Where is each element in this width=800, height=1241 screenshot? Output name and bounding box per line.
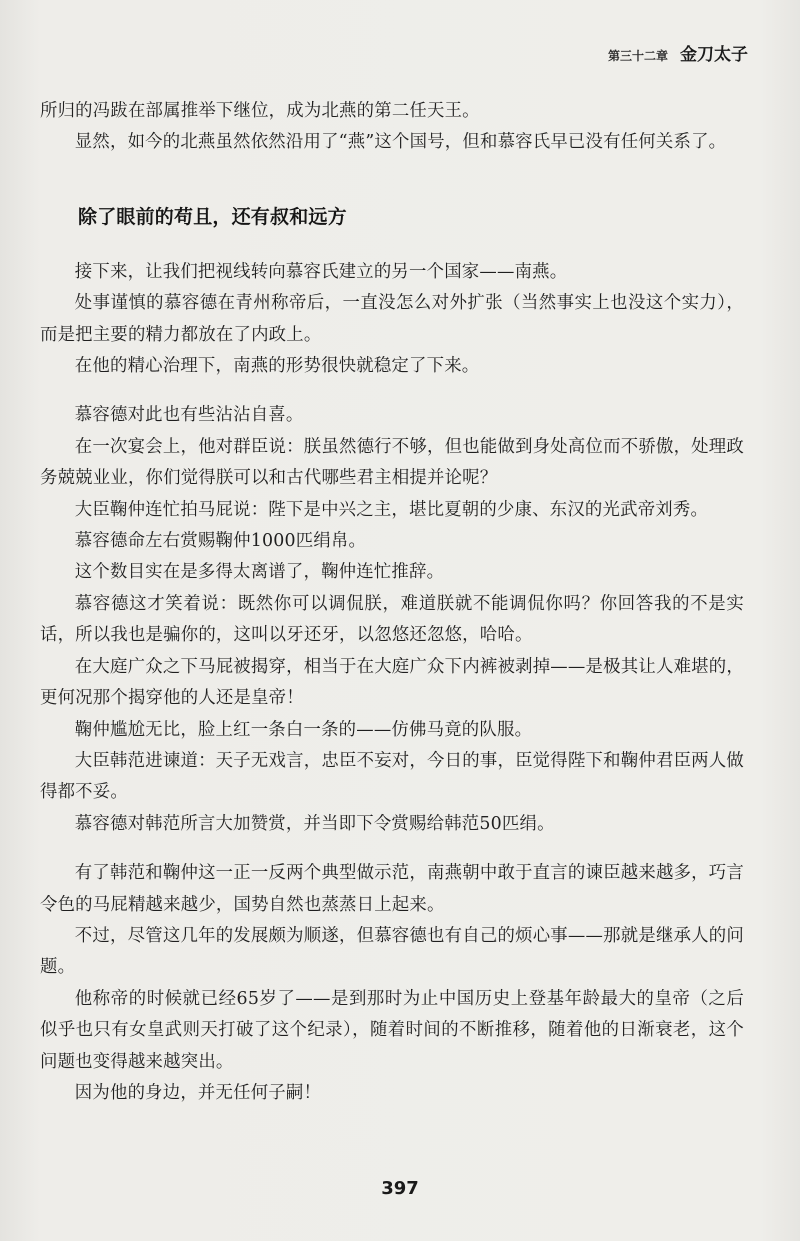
paragraph: 接下来，让我们把视线转向慕容氏建立的另一个国家——南燕。	[74, 261, 568, 282]
paragraph: 他称帝的时候就已经65岁了——是到那时为止中国历史上登基年龄最大的皇帝（之后似乎也只有女皇武则天打破了这个纪录），随着时间的不断推移，随着他的日渐衰老，这个问题也变得越来越突出。	[40, 988, 744, 1072]
paragraph: 慕容德对此也有些沾沾自喜。	[74, 405, 304, 426]
paragraph: 这个数目实在是多得太离谱了，鞠仲连忙推辞。	[74, 562, 445, 583]
paragraph: 鞠仲尴尬无比，脸上红一条白一条的——仿佛马竟的队服。	[74, 719, 533, 740]
paragraph: 在大庭广众之下马屁被揭穿，相当于在大庭广众下内裤被剥掉——是极其让人难堪的，更何况那个揭穿他的人还是皇帝！	[40, 656, 744, 709]
body-text	[40, 96, 744, 1109]
paragraph: 有了韩范和鞠仲这一正一反两个典型做示范，南燕朝中敢于直言的谏臣越来越多，巧言令色的马屁精越来越少，国势自然也蒸蒸日上起来。	[40, 863, 744, 915]
paragraph: 慕容德对韩范所言大加赞赏，并当即下令赏赐给韩范50匹绢。	[74, 813, 555, 834]
paragraph: 大臣韩范进谏道：天子无戏言，忠臣不妄对，今日的事，臣觉得陛下和鞠仲君臣两人做得都不妥。	[40, 750, 744, 803]
paragraph: 在一次宴会上，他对群臣说：朕虽然德行不够，但也能做到身处高位而不骄傲，处理政务兢兢业业，你们觉得朕可以和古代哪些君主相提并论呢？	[40, 436, 744, 489]
page-number: 397	[381, 1178, 419, 1199]
paragraph: 因为他的身边，并无任何子嗣！	[74, 1082, 322, 1103]
paragraph: 大臣鞠仲连忙拍马屁说：陛下是中兴之主，堪比夏朝的少康、东汉的光武帝刘秀。	[74, 499, 709, 520]
running-head	[608, 40, 748, 65]
paragraph: 慕容德命左右赏赐鞠仲1000匹绢帛。	[74, 531, 367, 552]
paragraph-continued: 所归的冯跋在部属推举下继位，成为北燕的第二任天王。	[40, 101, 480, 121]
paragraph: 处事谨慎的慕容德在青州称帝后，一直没怎么对外扩张（当然事实上也没这个实力），而是把主要的精力都放在了内政上。	[40, 293, 744, 345]
chapter-title: 金刀太子	[680, 45, 748, 65]
section-heading: 除了眼前的苟且，还有叔和远方	[78, 205, 347, 228]
paragraph: 不过，尽管这几年的发展颇为顺遂，但慕容德也有自己的烦心事——那就是继承人的问题。	[40, 925, 744, 978]
paragraph: 慕容德这才笑着说：既然你可以调侃朕，难道朕就不能调侃你吗？你回答我的不是实话，所以我也是骗你的，这叫以牙还牙，以忽悠还忽悠，哈哈。	[40, 593, 744, 646]
paragraph: 在他的精心治理下，南燕的形势很快就稳定了下来。	[74, 356, 480, 377]
paragraph: 显然，如今的北燕虽然依然沿用了“燕”这个国号，但和慕容氏早已没有任何关系了。	[74, 132, 727, 153]
chapter-label: 第三十二章	[607, 49, 668, 63]
